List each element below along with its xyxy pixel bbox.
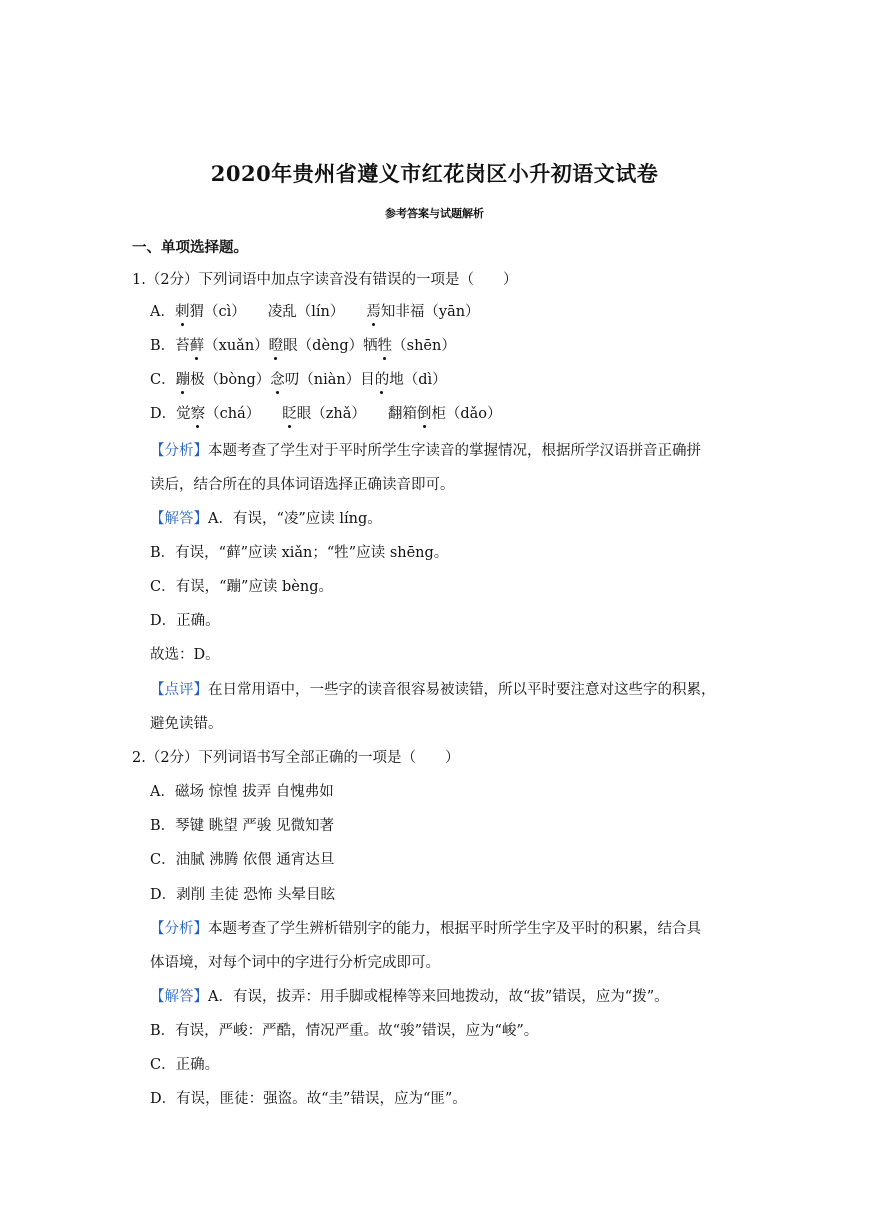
question-2-answer-d: D．有误，匪徒：强盗。故“圭”错误，应为“匪”。	[150, 1091, 467, 1107]
answer-text: A．有误，“凌”应读 líng。	[208, 511, 382, 527]
option-text: 猬	[189, 304, 204, 320]
analysis-text: 本题考查了学生辨析错别字的能力，根据平时所学生字及平时的积累，结合具	[208, 921, 701, 937]
dotted-char: 眨	[282, 406, 297, 422]
question-1-option-c	[150, 370, 447, 390]
dotted-char: 焉	[366, 304, 381, 320]
option-text: 知非福（yān）	[380, 304, 480, 320]
dotted-char: 察	[190, 406, 206, 422]
option-label: B．	[150, 338, 176, 354]
option-label: A．	[150, 304, 175, 320]
option-text: （niàn）	[299, 372, 361, 388]
question-1-comment	[150, 680, 716, 700]
option-text: （chá）	[205, 406, 261, 422]
answer-text: A．有误，拔弄：用手脚或棍棒等来回地拨动，故“拔”错误，应为“拨”。	[208, 989, 669, 1005]
dotted-char: 蹦	[175, 372, 191, 388]
question-1-choice: 故选：D。	[150, 647, 220, 663]
question-1-answer-d: D．正确。	[150, 613, 220, 629]
question-2-option-d: D．剥削 圭徒 恐怖 头晕目眩	[150, 887, 335, 903]
option-text: 翻箱	[387, 406, 417, 422]
dotted-char: 牲	[377, 338, 393, 354]
question-1-analysis	[150, 441, 701, 461]
question-2-analysis-cont: 体语境，对每个词中的字进行分析完成即可。	[150, 955, 440, 971]
question-1-option-a	[150, 302, 480, 322]
question-1-answer-c: C．有误，“蹦”应读 bèng。	[150, 579, 334, 595]
question-2-answer-c: C．正确。	[150, 1057, 220, 1073]
option-label: D．	[150, 406, 177, 422]
question-1-analysis-cont: 读后，结合所在的具体词语选择正确读音即可。	[150, 477, 455, 493]
dotted-char: 念	[270, 372, 285, 388]
comment-tag: 【点评】	[150, 682, 208, 698]
dotted-char: 刺	[174, 304, 190, 320]
dotted-char: 的	[374, 372, 390, 388]
option-text: 极（bòng）	[190, 372, 271, 388]
document-title: 2020年贵州省遵义市红花岗区小升初语文试卷	[210, 161, 659, 186]
option-text: 觉	[176, 406, 191, 422]
option-text: 眼（zhǎ）	[296, 406, 366, 422]
option-text: 乱（lín）	[282, 304, 345, 320]
dotted-char: 瞪	[268, 338, 284, 354]
option-text: 凌	[267, 304, 283, 320]
question-2-option-c: C．油腻 沸腾 依偎 通宵达旦	[150, 852, 335, 868]
analysis-tag: 【分析】	[150, 443, 208, 459]
question-1-option-b	[150, 336, 456, 356]
document-subtitle: 参考答案与试题解析	[385, 207, 484, 220]
option-text: 柜（dǎo）	[431, 406, 502, 422]
dotted-char: 藓	[189, 338, 205, 354]
comment-text: 在日常用语中，一些字的读音很容易被读错，所以平时要注意对这些字的积累，	[208, 682, 716, 698]
question-2-option-b: B．琴键 眺望 严骏 见微知著	[150, 818, 334, 834]
answer-tag: 【解答】	[150, 989, 208, 1005]
dotted-char: 倒	[416, 406, 432, 422]
question-1-stem: 1.（2分）下列词语中加点字读音没有错误的一项是（ ）	[132, 272, 518, 288]
answer-tag: 【解答】	[150, 511, 208, 527]
analysis-tag: 【分析】	[150, 921, 208, 937]
question-1-answer	[150, 509, 382, 529]
question-1-comment-cont: 避免读错。	[150, 716, 223, 732]
option-text: 叨	[284, 372, 300, 388]
option-text: （xuǎn）	[204, 338, 269, 354]
question-2-stem: 2.（2分）下列词语书写全部正确的一项是（ ）	[132, 750, 460, 766]
option-text: 地（dì）	[389, 372, 447, 388]
section-heading: 一、单项选择题。	[132, 239, 248, 256]
option-text: 牺	[363, 338, 378, 354]
option-text: （shēn）	[392, 338, 456, 354]
question-2-analysis	[150, 919, 701, 939]
option-text: 目	[360, 372, 375, 388]
question-2-answer	[150, 987, 669, 1007]
option-text: 苔	[175, 338, 190, 354]
question-1-option-d	[150, 404, 502, 424]
option-text: 眼（dèng）	[283, 338, 364, 354]
option-text: （cì）	[203, 304, 246, 320]
question-1-answer-b: B．有误，“藓”应读 xiǎn；“牲”应读 shēng。	[150, 545, 449, 561]
question-2-answer-b: B．有误，严峻：严酷，情况严重。故“骏”错误，应为“峻”。	[150, 1023, 539, 1039]
option-label: C．	[150, 372, 176, 388]
analysis-text: 本题考查了学生对于平时所学生字读音的掌握情况，根据所学汉语拼音正确拼	[208, 443, 701, 459]
question-2-option-a: A．磁场 惊惶 拔弄 自愧弗如	[150, 784, 334, 800]
